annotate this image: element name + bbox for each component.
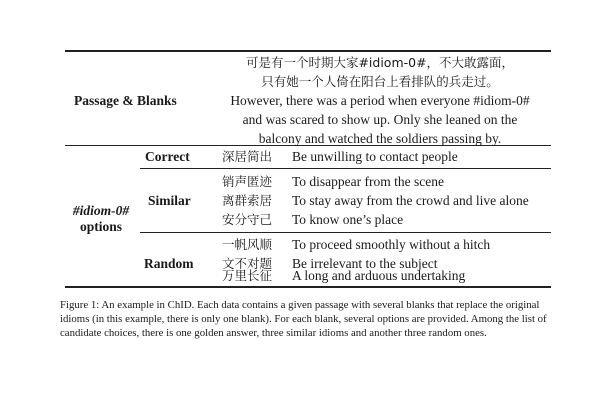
idiom-zh: 离群索居 bbox=[222, 193, 273, 208]
passage-line-zh-2: 只有她一个人倚在阳台上看排队的兵走过。 bbox=[261, 74, 499, 89]
caption-line-1: Figure 1: An example in ChID. Each data contains a given passage with several blanks that replace the original bbox=[60, 299, 540, 311]
options-label bbox=[66, 203, 136, 235]
idiom-zh: 一帆风顺 bbox=[222, 237, 273, 252]
idiom-en: Be unwilling to contact people bbox=[292, 149, 458, 164]
table-top-rule bbox=[65, 50, 551, 52]
idiom-en: To disappear from the scene bbox=[292, 174, 444, 189]
options-label-text: options bbox=[79, 219, 123, 234]
table-bottom-rule bbox=[65, 286, 551, 288]
group-label-random: Random bbox=[144, 256, 194, 271]
idiom-zh: 深居简出 bbox=[222, 149, 273, 164]
passage-line-en-3: balcony and watched the soldiers passing by. bbox=[258, 131, 502, 146]
group-separator-2 bbox=[140, 232, 551, 233]
idiom-zh: 万里长征 bbox=[222, 268, 273, 283]
caption-line-3: candidate choices, there is one golden answer, three similar idioms and another three random ones. bbox=[60, 327, 487, 339]
figure-caption bbox=[60, 298, 556, 340]
idiom-en: To stay away from the crowd and live alone bbox=[292, 193, 529, 208]
idiom-en: A long and arduous undertaking bbox=[292, 268, 466, 283]
group-label-similar: Similar bbox=[148, 193, 191, 208]
idiom-en: To proceed smoothly without a hitch bbox=[292, 237, 491, 252]
caption-line-2: idioms (in this example, there is only one blank). For each blank, several options are provided. Among the list of bbox=[60, 313, 547, 325]
idiom-en: Be irrelevant to the subject bbox=[292, 256, 438, 271]
group-separator-1 bbox=[140, 168, 551, 169]
options-label-idiom: #idiom-0# bbox=[72, 203, 130, 218]
passage-label: Passage & Blanks bbox=[74, 93, 177, 108]
passage-line-zh-1: 可是有一个时期大家#idiom-0#，不大敢露面， bbox=[245, 55, 515, 70]
idiom-zh: 销声匿迹 bbox=[222, 174, 273, 189]
passage-text bbox=[215, 53, 545, 148]
group-label-correct: Correct bbox=[145, 149, 190, 164]
passage-line-en-2: and was scared to show up. Only she leaned on the bbox=[242, 112, 518, 127]
passage-line-en-1: However, there was a period when everyone #idiom-0# bbox=[230, 93, 530, 108]
idiom-zh: 安分守己 bbox=[222, 212, 273, 227]
idiom-en: To know one’s place bbox=[292, 212, 404, 227]
idiom-zh: 文不对题 bbox=[222, 256, 273, 271]
